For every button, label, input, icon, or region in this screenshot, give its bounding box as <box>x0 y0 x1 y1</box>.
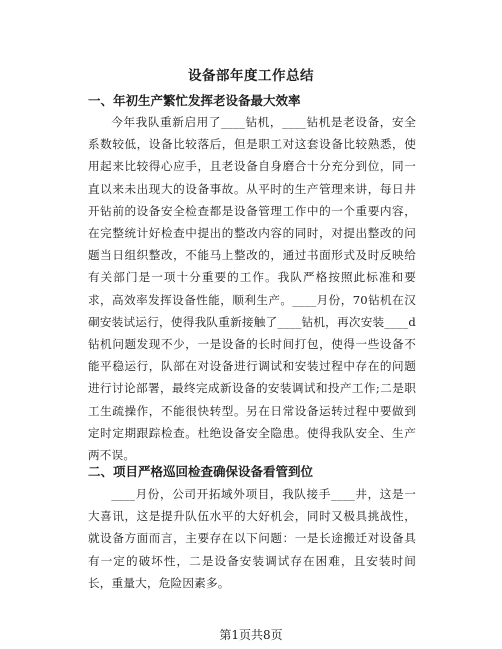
document-title: 设备部年度工作总结 <box>188 68 314 84</box>
section-heading-1: 一、年初生产繁忙发挥老设备最大效率 <box>88 93 301 108</box>
page-footer: 第1页共8页 <box>219 628 283 642</box>
section-heading-2: 二、项目严格巡回检查确保设备看管到位 <box>88 464 314 479</box>
section-body-1: 今年我队重新启用了____钻机，____钻机是老设备，安全系数较低，设备比较落后，但是职工对这套设备比较熟悉，使用起来比较得心应手，且老设备自身磨合十分充分到位，同一直以来未出现大的设备事故。从平时的生产管理来讲，每日井开钻前的设备安全检查都是设备管理工作中的一个重要内容，在完整统计好检查中提出的整改内容的同时，对提出整改的问题当日组织整改，不能马上整改的，通过书面形式及时反映给有关部门是一项十分重要的工作。我队严格按照此标准和要求，高效率发挥设备性能，顺利生产。____月份，70钻机在汉硐安装试运行，使得我队重新接触了____钻机，再次安装____d钻机问题发现不少，一是设备的长时间打包，使得一些设备不能平稳运行，队部在对设备进行调试和安装过程中存在的问题进行讨论部署，最终完成新设备的安装调试和投产工作;二是职工生疏操作，不能很快转型。另在日常设备运转过程中要做到定时定期跟踪检查。杜绝设备安全隐患。使得我队安全、生产两不误。 <box>88 115 416 463</box>
section-body-2: ____月份，公司开拓域外项目，我队接手____井，这是一大喜讯，这是提升队伍水平的大好机会，同时又极具挑战性，就设备方面而言，主要存在以下问题：一是长途搬迁对设备具有一定的破坏性，二是设备安装调试存在困难，且安装时间长，重量大，危险因素多。 <box>88 487 416 590</box>
